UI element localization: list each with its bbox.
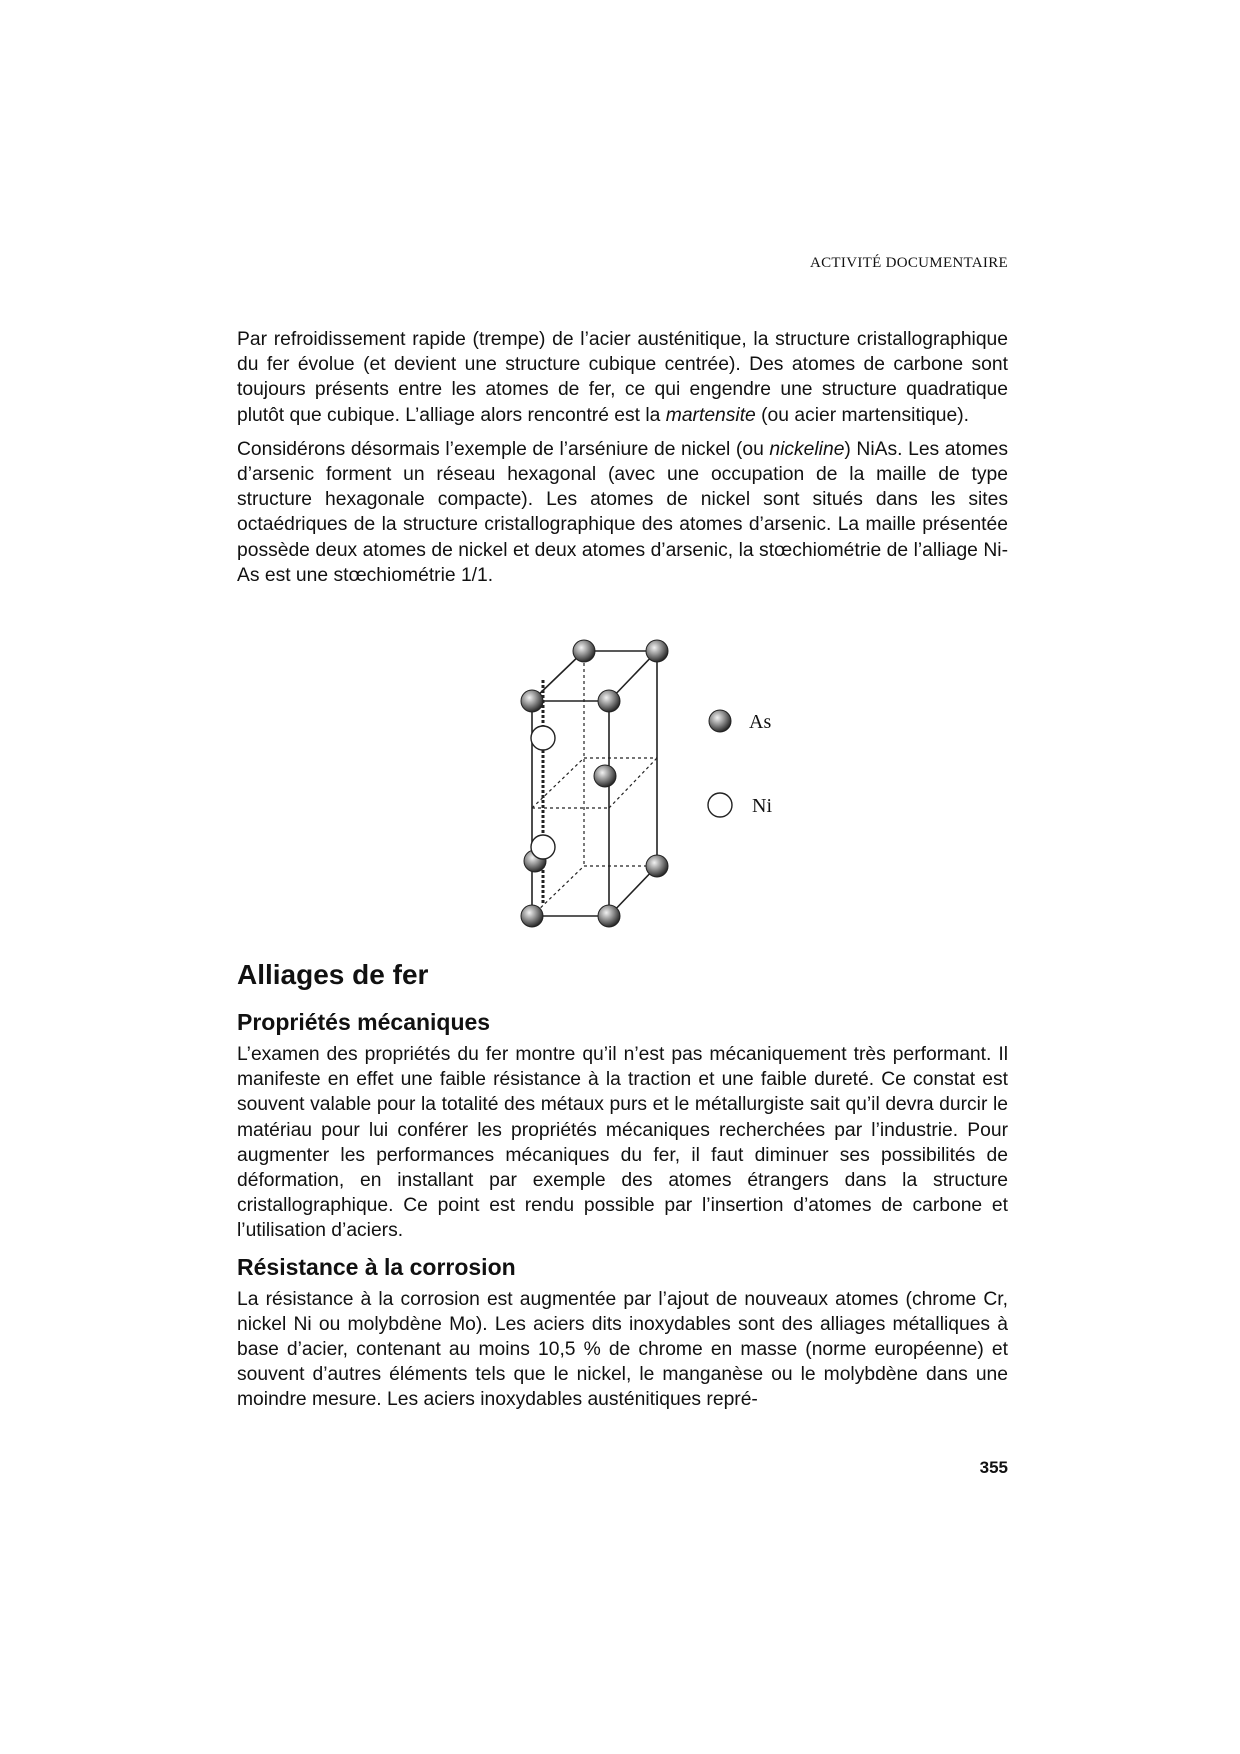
unit-cell-diagram xyxy=(450,628,830,928)
subsection-title-corrosion: Résistance à la corrosion xyxy=(237,1253,516,1280)
as-atom xyxy=(598,905,620,927)
as-atom xyxy=(598,690,620,712)
paragraph-nickeline xyxy=(237,437,1008,588)
nias-unit-cell-figure xyxy=(450,628,830,928)
paragraph-text: Considérons désormais l’exemple de l’arséniure de nickel (ou xyxy=(237,438,770,460)
page-number: 355 xyxy=(979,1458,1008,1477)
term-nickeline: nickeline xyxy=(769,438,845,460)
as-atom xyxy=(646,640,668,662)
as-atom xyxy=(521,905,543,927)
legend-ni-swatch xyxy=(708,793,732,817)
ni-atom xyxy=(531,726,555,750)
intro-block xyxy=(237,327,1008,597)
legend-as-swatch xyxy=(709,710,731,732)
as-atoms xyxy=(521,640,668,927)
section-title: Alliages de fer xyxy=(237,959,429,990)
ni-atom xyxy=(531,835,555,859)
legend-ni-label: Ni xyxy=(752,795,772,817)
running-head: ACTIVITÉ DOCUMENTAIRE xyxy=(810,255,1008,271)
as-atom xyxy=(573,640,595,662)
legend xyxy=(708,710,772,817)
term-martensite: martensite xyxy=(665,404,756,426)
as-atom xyxy=(521,690,543,712)
legend-as-label: As xyxy=(749,711,772,733)
as-atom xyxy=(594,765,616,787)
paragraph-text: Par refroidissement rapide (trempe) de l’acier austénitique, la structure cristallographique du fer évolue (et devient une structure cubique centrée). Des atomes de carbone sont toujours présents entre les atomes de fer, ce qui engendre une structure quadratique plutôt que cubique. L’alliage alors rencontré est la xyxy=(237,329,1008,426)
as-atom xyxy=(646,855,668,877)
cell-solid-edges xyxy=(532,651,657,916)
subsection-title-mecaniques: Propriétés mécaniques xyxy=(237,1009,491,1035)
paragraph-text: ) NiAs. Les atomes d’arsenic forment un réseau hexagonal (avec une occupation de la maille de type structure hexagonale compacte). Les atomes de nickel sont situés dans les sites octaédriques de la structure cristallographique des atomes d’arsenic. La maille présentée possède deux atomes de nickel et deux atomes d’arsenic, la stœchiométrie de l’alliage Ni-As est une stœchiométrie 1/1. xyxy=(237,438,1009,586)
paragraph-text: (ou acier martensitique). xyxy=(755,404,970,426)
paragraph-mecaniques: L’examen des propriétés du fer montre qu’il n’est pas mécaniquement très performant. Il manifeste en effet une faible résistance à la traction et une faible dureté. Ce constat est souvent valable pour la totalité des métaux purs et le métallurgiste sait qu’il devra durcir le matériau pour lui conférer les propriétés mécaniques recherchées par l’industrie. Pour augmenter les performances mécaniques du fer, il faut diminuer ses possibilités de déformation, en installant par exemple des atomes étrangers dans la structure cristallographique. Ce point est rendu possible par l’insertion d’atomes de carbone et l’utilisation d’aciers. xyxy=(237,1044,1008,1242)
paragraph-corrosion: La résistance à la corrosion est augmentée par l’ajout de nouveaux atomes (chrome Cr, nickel Ni ou molybdène Mo). Les aciers dits inoxydables sont des alliages métalliques à base d’acier, contenant au moins 10,5 % de chrome en masse (norme européenne) et souvent d’autres éléments tels que le nickel, le manganèse ou le molybdène dans une moindre mesure. Les aciers inoxydables austénitiques repré- xyxy=(237,1288,1008,1411)
cell-dashed-edges xyxy=(532,651,657,916)
section-alliages xyxy=(237,958,1008,1422)
paragraph-martensite xyxy=(237,327,1008,428)
